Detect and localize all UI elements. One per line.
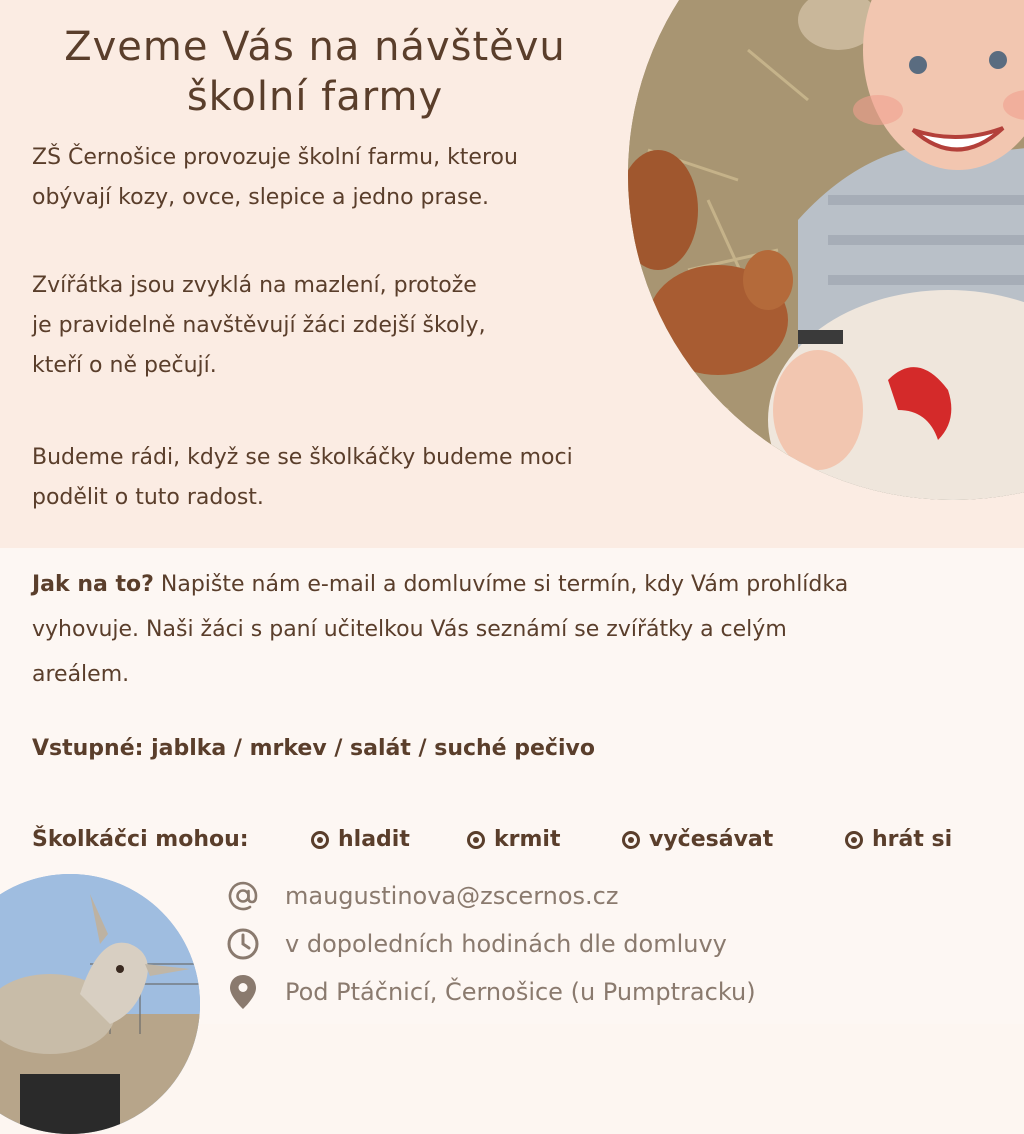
how-to-line-2: vyhovuje. Naši žáci s paní učitelkou Vás seznámí se zvířátky a celým xyxy=(32,617,787,642)
clock-icon xyxy=(225,926,261,962)
radio-bullet-icon xyxy=(467,831,485,849)
place-text: Pod Ptáčnicí, Černošice (u Pumptracku) xyxy=(285,978,756,1006)
how-to-line-3: areálem. xyxy=(32,662,130,687)
intro-paragraph-2 xyxy=(32,266,486,386)
activity-label: krmit xyxy=(494,827,561,852)
title-line-1: Zveme Vás na návštěvu xyxy=(64,24,566,70)
how-to-text: Napište nám e-mail a domluvíme si termín, kdy Vám prohlídka xyxy=(153,572,849,597)
at-icon xyxy=(225,878,261,914)
map-pin-icon xyxy=(225,974,261,1010)
activity-option xyxy=(467,820,560,860)
intro-paragraph-3 xyxy=(32,438,573,518)
page-title xyxy=(0,22,630,122)
radio-bullet-icon xyxy=(622,831,640,849)
activity-label: hladit xyxy=(338,827,410,852)
admission-text: Vstupné: jablka / mrkev / salát / suché pečivo xyxy=(32,736,595,761)
intro-line: je pravidelně navštěvují žáci zdejší školy, xyxy=(32,313,486,338)
radio-bullet-icon xyxy=(845,831,863,849)
activities-label: Školkáčci mohou: xyxy=(32,827,249,852)
contact-place xyxy=(225,970,756,1014)
activity-option xyxy=(311,820,410,860)
activities-row xyxy=(32,820,1022,860)
contact-time xyxy=(225,922,727,966)
activity-label: vyčesávat xyxy=(649,827,774,852)
how-to-label: Jak na to? xyxy=(32,572,154,597)
top-section xyxy=(0,0,1024,548)
intro-line: Budeme rádi, když se se školkáčky budeme moci xyxy=(32,445,573,470)
intro-line: obývají kozy, ovce, slepice a jedno prase. xyxy=(32,185,490,210)
email-text[interactable]: maugustinova@zscernos.cz xyxy=(285,882,619,910)
title-line-2: školní farmy xyxy=(186,74,444,120)
activity-option xyxy=(845,820,952,860)
intro-paragraph-1 xyxy=(32,138,518,218)
how-to-line-1 xyxy=(32,562,1012,607)
activity-label: hrát si xyxy=(872,827,953,852)
activity-option xyxy=(622,820,773,860)
child-with-chicken-photo xyxy=(628,0,1024,500)
how-to-paragraph xyxy=(32,562,1012,697)
intro-line: ZŠ Černošice provozuje školní farmu, kterou xyxy=(32,145,518,170)
intro-line: kteří o ně pečují. xyxy=(32,353,217,378)
time-text: v dopoledních hodinách dle domluvy xyxy=(285,930,727,958)
intro-line: podělit o tuto radost. xyxy=(32,485,264,510)
contact-email xyxy=(225,874,618,918)
child-with-chicken-illustration xyxy=(628,0,1024,500)
intro-line: Zvířátka jsou zvyklá na mazlení, protože xyxy=(32,273,477,298)
radio-bullet-icon xyxy=(311,831,329,849)
